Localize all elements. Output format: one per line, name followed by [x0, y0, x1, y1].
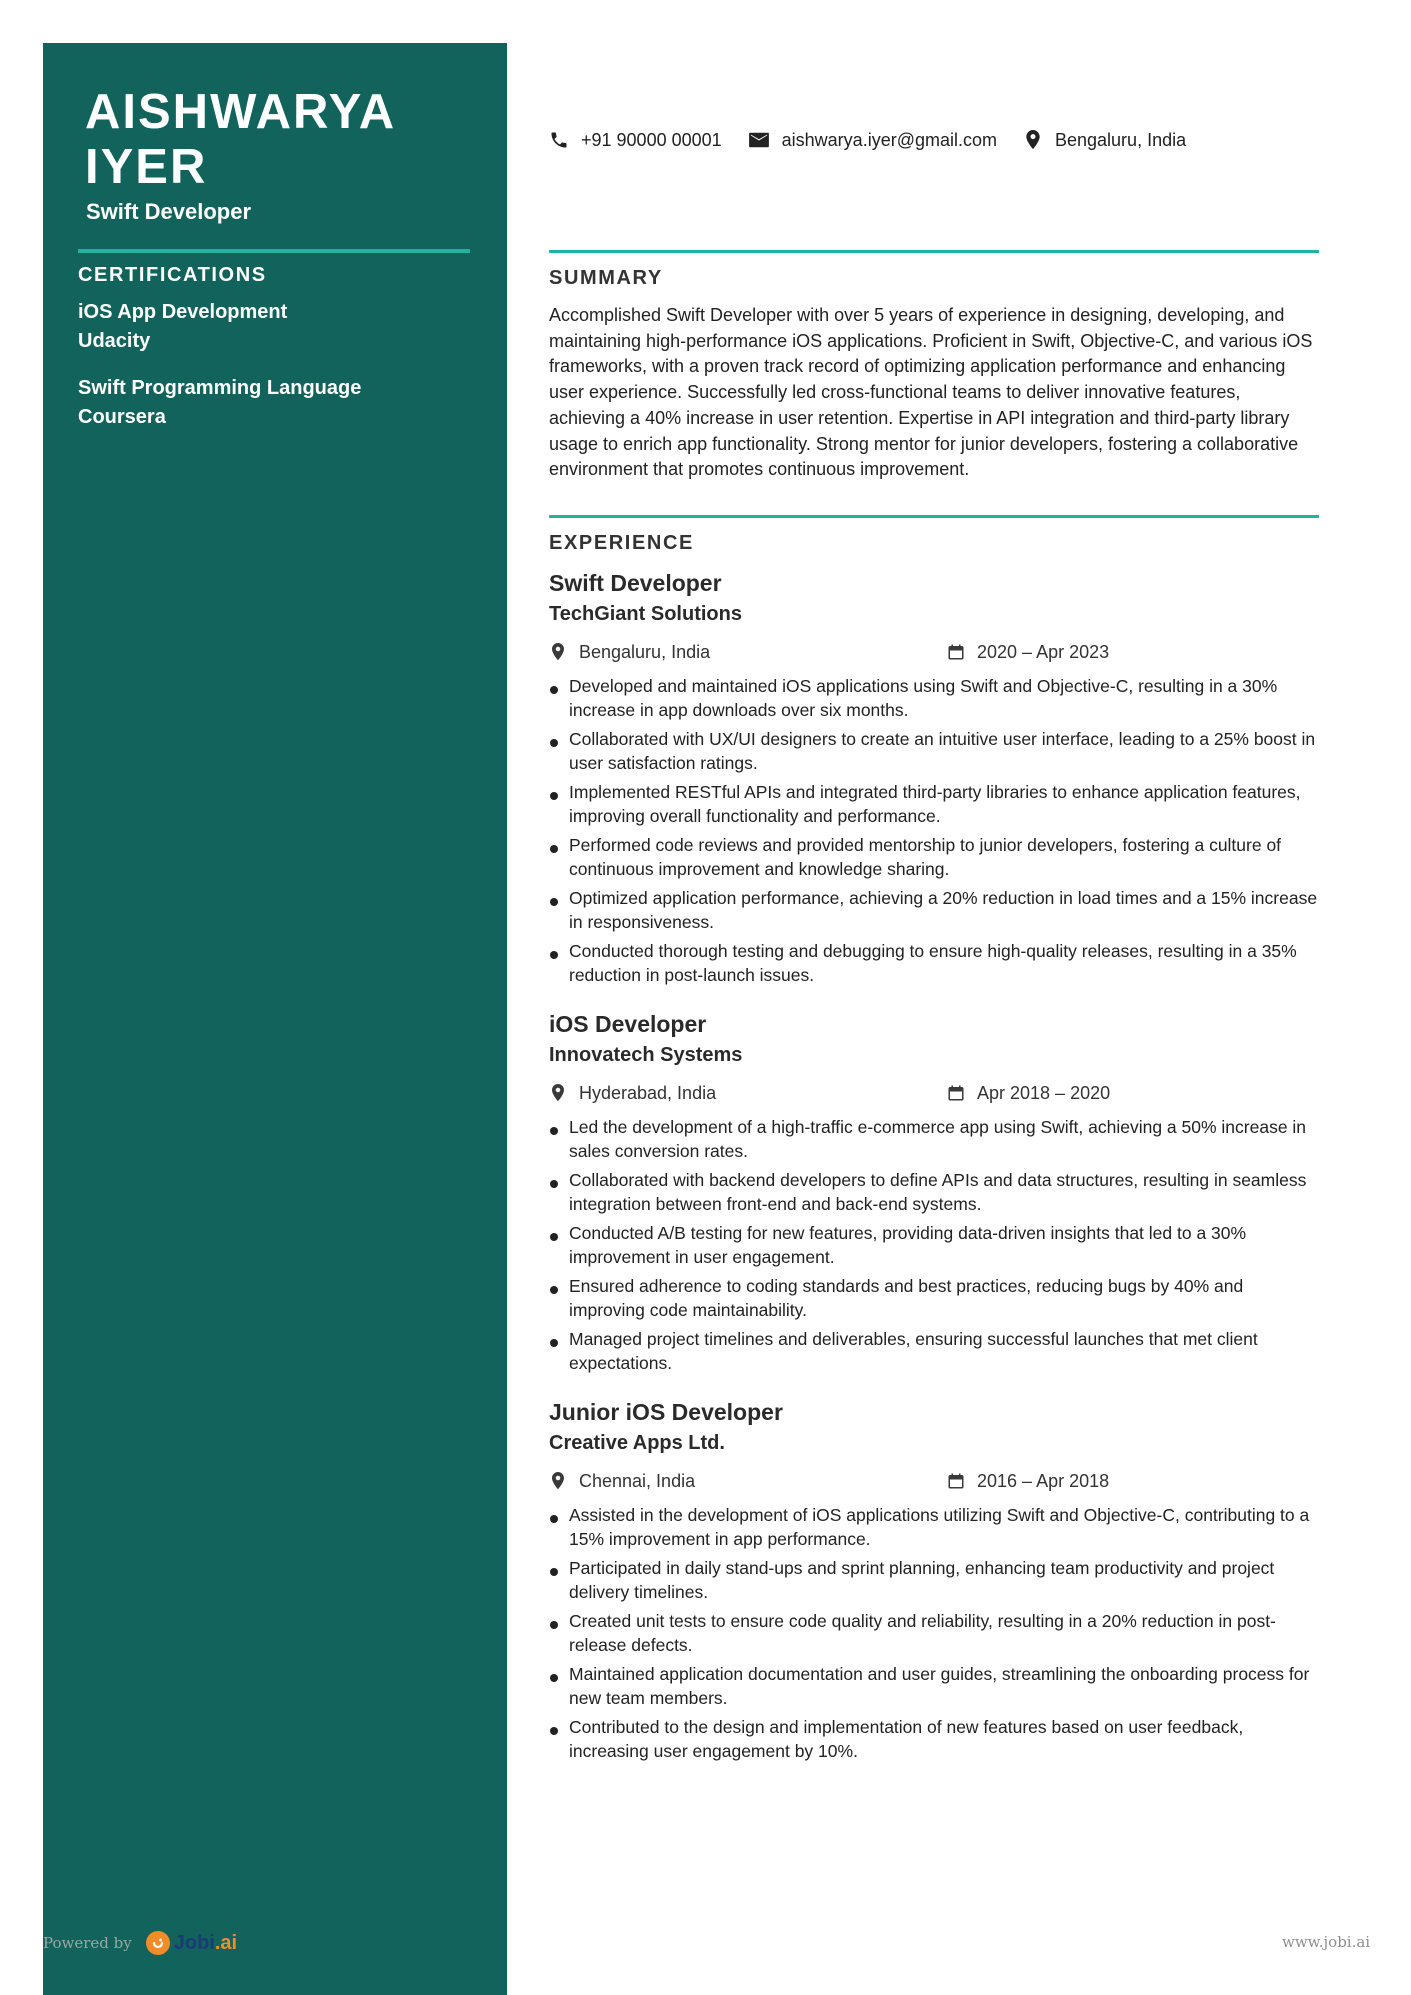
job-location-text: Chennai, India: [579, 1470, 696, 1491]
jobi-logo-suffix: .ai: [214, 1931, 238, 1954]
jobi-logo-word: Jobi: [173, 1931, 215, 1954]
certification-issuer: Coursera: [78, 406, 166, 428]
contact-email: [748, 130, 997, 151]
calendar-icon: [947, 643, 965, 661]
company-name: Innovatech Systems: [549, 1044, 743, 1066]
certification-item: [78, 374, 478, 432]
summary-section: [549, 250, 1319, 483]
job-entry: [549, 568, 1319, 987]
email-text: aishwarya.iyer@gmail.com: [781, 129, 997, 150]
list-item: Ensured adherence to coding standards and best practices, reducing bugs by 40% and improving code maintainability.: [549, 1274, 1319, 1322]
job-bullets: [549, 1115, 1319, 1375]
jobi-logo[interactable]: [146, 1931, 237, 1955]
job-location: [549, 1471, 947, 1492]
list-item: Participated in daily stand-ups and sprint planning, enhancing team productivity and project delivery timelines.: [549, 1556, 1319, 1604]
certification-title: iOS App Development: [78, 301, 288, 323]
job-title: Junior iOS Developer: [549, 1399, 783, 1425]
list-item: Conducted A/B testing for new features, providing data-driven insights that led to a 30% improvement in user engagement.: [549, 1221, 1319, 1269]
job-title: Swift Developer: [549, 570, 722, 596]
list-item: Collaborated with UX/UI designers to create an intuitive user interface, leading to a 25% boost in user satisfaction ratings.: [549, 727, 1319, 775]
list-item: Led the development of a high-traffic e-commerce app using Swift, achieving a 50% increase in sales conversion rates.: [549, 1115, 1319, 1163]
job-dates: [947, 1471, 1109, 1492]
list-item: Conducted thorough testing and debugging to ensure high-quality releases, resulting in a 35% reduction in post-launch issues.: [549, 939, 1319, 987]
job-meta: [549, 1469, 1319, 1493]
name-line-2: IYER: [85, 140, 208, 194]
mail-icon: [748, 131, 770, 149]
contact-bar: [549, 129, 1212, 151]
list-item: Performed code reviews and provided mentorship to junior developers, fostering a culture of continuous improvement and knowledge sharing.: [549, 833, 1319, 881]
job-dates-text: 2016 – Apr 2018: [977, 1470, 1110, 1491]
experience-section: [549, 515, 1319, 1768]
location-pin-icon: [1023, 129, 1043, 151]
footer-url[interactable]: www.jobi.ai: [1282, 1933, 1371, 1951]
job-location: [549, 1083, 947, 1104]
location-pin-icon: [549, 1471, 567, 1491]
powered-by: [43, 1931, 237, 1955]
calendar-icon: [947, 1472, 965, 1490]
candidate-role: Swift Developer: [86, 199, 252, 224]
jobi-logo-icon: [146, 1931, 170, 1955]
certification-title: Swift Programming Language: [78, 377, 362, 399]
candidate-name: [85, 85, 396, 195]
certification-issuer: Udacity: [78, 330, 151, 352]
list-item: Optimized application performance, achieving a 20% reduction in load times and a 15% increase in responsiveness.: [549, 886, 1319, 934]
location-text: Bengaluru, India: [1055, 129, 1187, 150]
job-title: iOS Developer: [549, 1011, 707, 1037]
name-line-1: AISHWARYA: [85, 85, 397, 139]
job-entry: [549, 1397, 1319, 1763]
sidebar-divider: [78, 249, 470, 253]
job-location: [549, 642, 947, 663]
calendar-icon: [947, 1084, 965, 1102]
list-item: Contributed to the design and implementation of new features based on user feedback, increasing user engagement by 10%.: [549, 1715, 1319, 1763]
job-dates-text: 2020 – Apr 2023: [977, 641, 1110, 662]
job-meta: [549, 1081, 1319, 1105]
summary-text: Accomplished Swift Developer with over 5 years of experience in designing, developing, and maintaining high-performance iOS applications. Proficient in Swift, Objective-C, and various iOS frameworks, with a proven track record of optimizing application performance and enhancing user experience. Successfully led cross-functional teams to deliver innovative features, achieving a 40% increase in user retention. Expertise in API integration and third-party library usage to enrich app functionality. Strong mentor for junior developers, fostering a collaborative environment that promotes continuous improvement.: [549, 305, 1313, 480]
summary-heading: SUMMARY: [549, 267, 663, 289]
job-location-text: Bengaluru, India: [579, 641, 711, 662]
job-dates-text: Apr 2018 – 2020: [977, 1082, 1111, 1103]
job-bullets: [549, 674, 1319, 987]
contact-phone: [549, 130, 722, 151]
company-name: Creative Apps Ltd.: [549, 1432, 725, 1454]
company-name: TechGiant Solutions: [549, 603, 742, 625]
job-location-text: Hyderabad, India: [579, 1082, 717, 1103]
list-item: Developed and maintained iOS applications using Swift and Objective-C, resulting in a 30% increase in app downloads over six months.: [549, 674, 1319, 722]
phone-text: +91 90000 00001: [581, 129, 722, 150]
location-pin-icon: [549, 1083, 567, 1103]
certifications-list: [78, 298, 478, 450]
experience-heading: EXPERIENCE: [549, 532, 694, 554]
phone-icon: [549, 130, 569, 150]
job-dates: [947, 1083, 1110, 1104]
list-item: Managed project timelines and deliverables, ensuring successful launches that met client expectations.: [549, 1327, 1319, 1375]
sidebar: [43, 43, 507, 1995]
job-dates: [947, 642, 1109, 663]
contact-location: [1023, 129, 1186, 151]
job-meta: [549, 640, 1319, 664]
list-item: Created unit tests to ensure code quality and reliability, resulting in a 20% reduction in post-release defects.: [549, 1609, 1319, 1657]
location-pin-icon: [549, 642, 567, 662]
certifications-heading: CERTIFICATIONS: [78, 264, 267, 286]
list-item: Collaborated with backend developers to define APIs and data structures, resulting in seamless integration between front-end and back-end systems.: [549, 1168, 1319, 1216]
certification-item: [78, 298, 478, 356]
job-entry: [549, 1009, 1319, 1375]
job-bullets: [549, 1503, 1319, 1763]
list-item: Assisted in the development of iOS applications utilizing Swift and Objective-C, contributing to a 15% improvement in app performance.: [549, 1503, 1319, 1551]
section-divider: [549, 250, 1319, 253]
powered-by-text: Powered by: [43, 1934, 132, 1952]
list-item: Implemented RESTful APIs and integrated third-party libraries to enhance application features, improving overall functionality and performance.: [549, 780, 1319, 828]
section-divider: [549, 515, 1319, 518]
list-item: Maintained application documentation and user guides, streamlining the onboarding process for new team members.: [549, 1662, 1319, 1710]
